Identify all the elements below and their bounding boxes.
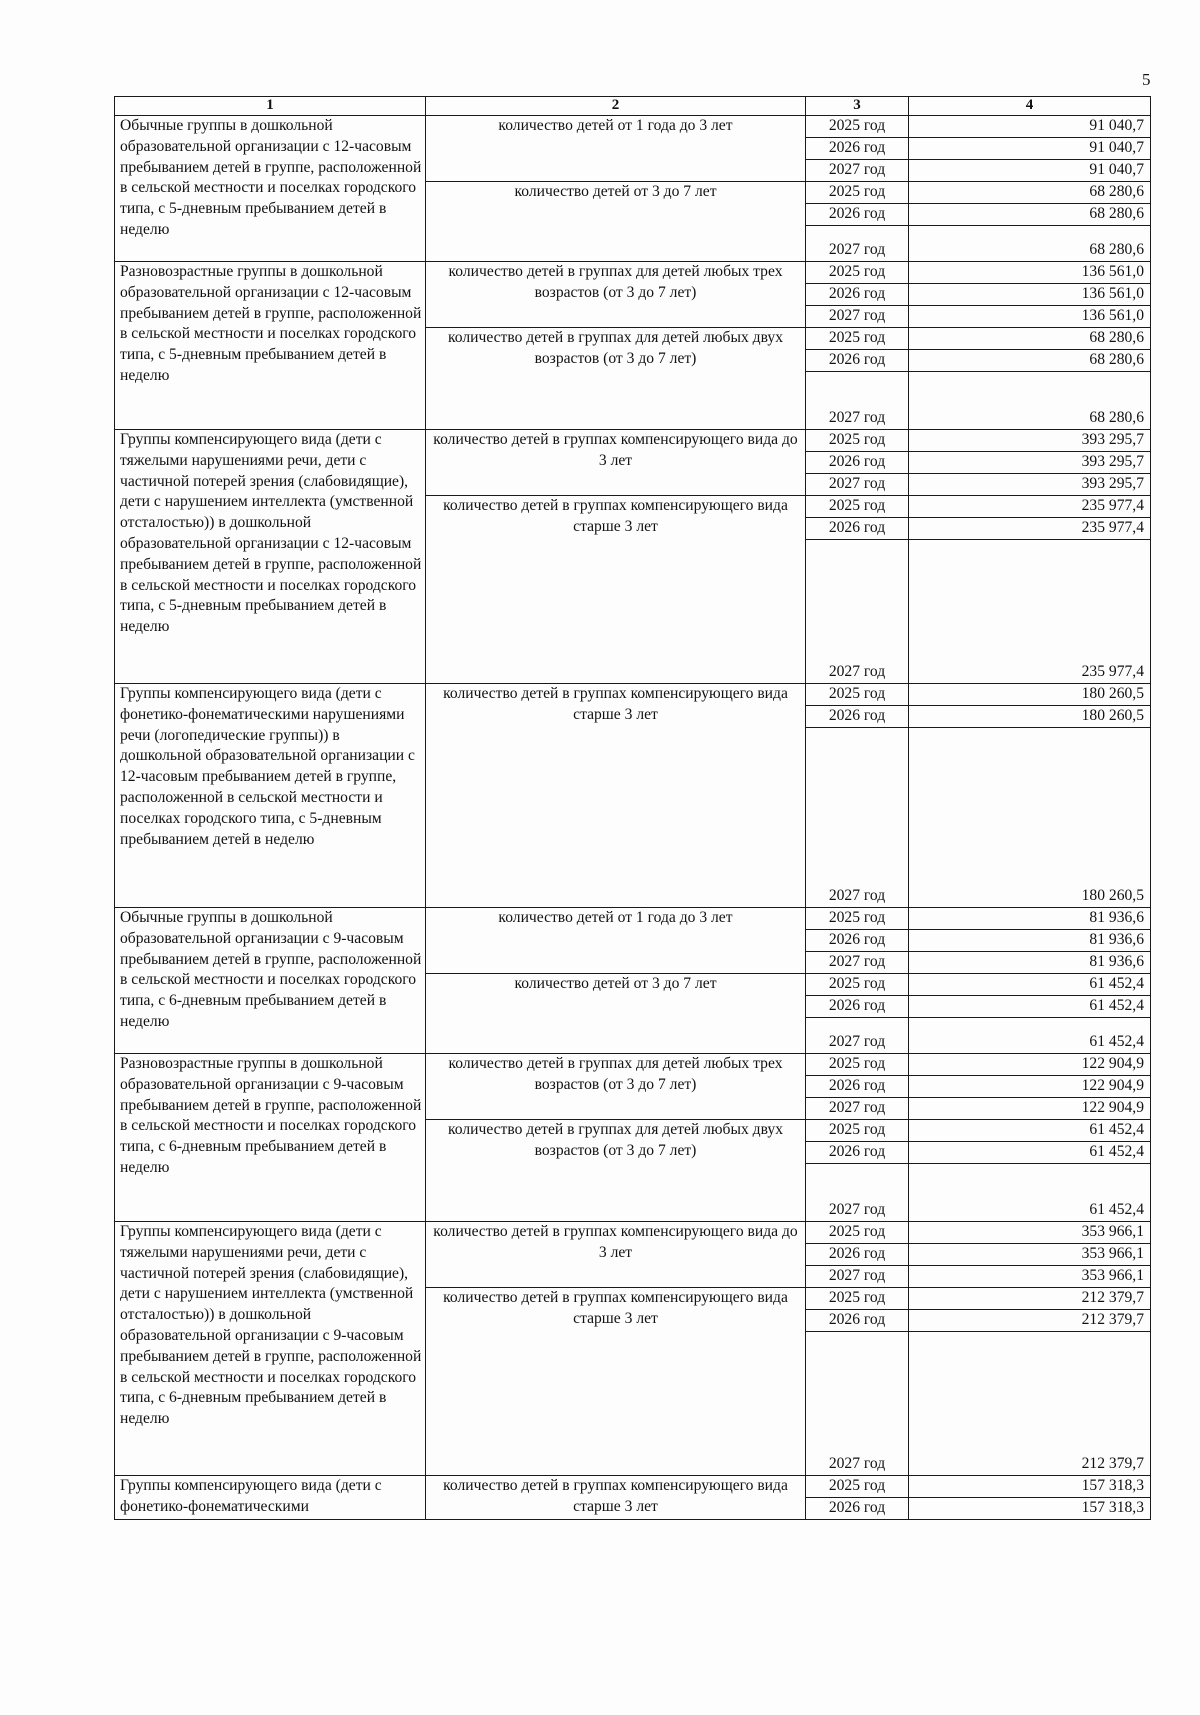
- indicator-cell: количество детей от 1 года до 3 лет: [426, 116, 806, 182]
- indicator-cell: количество детей в группах для детей любых трех возрастов (от 3 до 7 лет): [426, 262, 806, 328]
- value-cell: 212 379,7: [909, 1332, 1151, 1476]
- year-cell: 2026 год: [806, 518, 909, 540]
- year-cell: 2026 год: [806, 1244, 909, 1266]
- header-col-1: 1: [115, 97, 426, 116]
- tariff-table-container: [114, 96, 1150, 1520]
- year-cell: 2025 год: [806, 262, 909, 284]
- value-cell: 68 280,6: [909, 350, 1151, 372]
- value-cell: 136 561,0: [909, 262, 1151, 284]
- header-col-2: 2: [426, 97, 806, 116]
- table-row: [115, 1476, 1151, 1498]
- table-row: [115, 1222, 1151, 1244]
- value-cell: 353 966,1: [909, 1222, 1151, 1244]
- group-name-cell: Разновозрастные группы в дошкольной образовательной организации с 9-часовым пребыванием детей в группе, расположенной в сельской местности и поселках городского типа, с 6-дневным пребыванием детей в неделю: [115, 1054, 426, 1222]
- table-row: [115, 1054, 1151, 1076]
- year-cell: 2027 год: [806, 1266, 909, 1288]
- value-cell: 91 040,7: [909, 160, 1151, 182]
- year-cell: 2025 год: [806, 496, 909, 518]
- year-cell: 2026 год: [806, 930, 909, 952]
- value-cell: 235 977,4: [909, 518, 1151, 540]
- indicator-cell: количество детей в группах для детей любых двух возрастов (от 3 до 7 лет): [426, 328, 806, 430]
- value-cell: 180 260,5: [909, 706, 1151, 728]
- value-cell: 81 936,6: [909, 952, 1151, 974]
- value-cell: 91 040,7: [909, 116, 1151, 138]
- value-cell: 393 295,7: [909, 430, 1151, 452]
- value-cell: 68 280,6: [909, 226, 1151, 262]
- value-cell: 81 936,6: [909, 908, 1151, 930]
- year-cell: 2025 год: [806, 684, 909, 706]
- year-cell: 2025 год: [806, 430, 909, 452]
- indicator-cell: количество детей в группах компенсирующего вида до 3 лет: [426, 1222, 806, 1288]
- year-cell: 2026 год: [806, 204, 909, 226]
- value-cell: 136 561,0: [909, 306, 1151, 328]
- group-name-cell: Разновозрастные группы в дошкольной образовательной организации с 12-часовым пребыванием детей в группе, расположенной в сельской местности и поселках городского типа, с 5-дневным пребыванием детей в неделю: [115, 262, 426, 430]
- value-cell: 61 452,4: [909, 1018, 1151, 1054]
- year-cell: 2027 год: [806, 1164, 909, 1222]
- year-cell: 2026 год: [806, 1498, 909, 1520]
- year-cell: 2026 год: [806, 1142, 909, 1164]
- value-cell: 393 295,7: [909, 474, 1151, 496]
- value-cell: 122 904,9: [909, 1098, 1151, 1120]
- value-cell: 136 561,0: [909, 284, 1151, 306]
- table-row: [115, 908, 1151, 930]
- table-row: [115, 430, 1151, 452]
- year-cell: 2027 год: [806, 160, 909, 182]
- year-cell: 2027 год: [806, 728, 909, 908]
- value-cell: 157 318,3: [909, 1498, 1151, 1520]
- table-row: [115, 684, 1151, 706]
- group-name-cell: Обычные группы в дошкольной образовательной организации с 12-часовым пребыванием детей в группе, расположенной в сельской местности и поселках городского типа, с 5-дневным пребыванием детей в неделю: [115, 116, 426, 262]
- value-cell: 212 379,7: [909, 1310, 1151, 1332]
- value-cell: 68 280,6: [909, 328, 1151, 350]
- value-cell: 353 966,1: [909, 1266, 1151, 1288]
- indicator-cell: количество детей от 3 до 7 лет: [426, 974, 806, 1054]
- group-name-cell: Обычные группы в дошкольной образовательной организации с 9-часовым пребыванием детей в группе, расположенной в сельской местности и поселках городского типа, с 6-дневным пребыванием детей в неделю: [115, 908, 426, 1054]
- indicator-cell: количество детей в группах компенсирующего вида старше 3 лет: [426, 684, 806, 908]
- group-name-cell: Группы компенсирующего вида (дети с фонетико-фонематическими: [115, 1476, 426, 1520]
- year-cell: 2027 год: [806, 372, 909, 430]
- year-cell: 2025 год: [806, 1120, 909, 1142]
- header-col-4: 4: [909, 97, 1151, 116]
- group-name-cell: Группы компенсирующего вида (дети с фонетико-фонематическими нарушениями речи (логопедические группы)) в дошкольной образовательной организации с 12-часовым пребыванием детей в группе, расположенной в сельской местности и поселках городского типа, с 5-дневным пребыванием детей в неделю: [115, 684, 426, 908]
- value-cell: 68 280,6: [909, 204, 1151, 226]
- value-cell: 393 295,7: [909, 452, 1151, 474]
- value-cell: 91 040,7: [909, 138, 1151, 160]
- year-cell: 2025 год: [806, 908, 909, 930]
- year-cell: 2027 год: [806, 226, 909, 262]
- value-cell: 212 379,7: [909, 1288, 1151, 1310]
- year-cell: 2026 год: [806, 284, 909, 306]
- year-cell: 2025 год: [806, 1222, 909, 1244]
- year-cell: 2027 год: [806, 306, 909, 328]
- year-cell: 2026 год: [806, 138, 909, 160]
- value-cell: 61 452,4: [909, 1120, 1151, 1142]
- year-cell: 2027 год: [806, 1018, 909, 1054]
- year-cell: 2025 год: [806, 328, 909, 350]
- tariff-table: [114, 96, 1151, 1520]
- year-cell: 2025 год: [806, 1476, 909, 1498]
- value-cell: 61 452,4: [909, 1142, 1151, 1164]
- year-cell: 2026 год: [806, 706, 909, 728]
- value-cell: 180 260,5: [909, 684, 1151, 706]
- value-cell: 81 936,6: [909, 930, 1151, 952]
- year-cell: 2025 год: [806, 116, 909, 138]
- table-row: [115, 262, 1151, 284]
- value-cell: 68 280,6: [909, 372, 1151, 430]
- indicator-cell: количество детей от 3 до 7 лет: [426, 182, 806, 262]
- group-name-cell: Группы компенсирующего вида (дети с тяжелыми нарушениями речи, дети с частичной потерей зрения (слабовидящие), дети с нарушением интеллекта (умственной отсталостью)) в дошкольной образовательной организации с 9-часовым пребыванием детей в группе, расположенной в сельской местности и поселках городского типа, с 6-дневным пребыванием детей в неделю: [115, 1222, 426, 1476]
- value-cell: 61 452,4: [909, 996, 1151, 1018]
- indicator-cell: количество детей в группах компенсирующего вида старше 3 лет: [426, 1476, 806, 1520]
- indicator-cell: количество детей в группах компенсирующего вида старше 3 лет: [426, 1288, 806, 1476]
- year-cell: 2026 год: [806, 350, 909, 372]
- year-cell: 2026 год: [806, 1310, 909, 1332]
- value-cell: 157 318,3: [909, 1476, 1151, 1498]
- value-cell: 122 904,9: [909, 1054, 1151, 1076]
- indicator-cell: количество детей в группах компенсирующего вида старше 3 лет: [426, 496, 806, 684]
- table-header-row: [115, 97, 1151, 116]
- indicator-cell: количество детей от 1 года до 3 лет: [426, 908, 806, 974]
- year-cell: 2026 год: [806, 1076, 909, 1098]
- year-cell: 2026 год: [806, 996, 909, 1018]
- table-row: [115, 116, 1151, 138]
- year-cell: 2026 год: [806, 452, 909, 474]
- year-cell: 2027 год: [806, 952, 909, 974]
- value-cell: 122 904,9: [909, 1076, 1151, 1098]
- value-cell: 235 977,4: [909, 540, 1151, 684]
- year-cell: 2025 год: [806, 1288, 909, 1310]
- indicator-cell: количество детей в группах для детей любых трех возрастов (от 3 до 7 лет): [426, 1054, 806, 1120]
- value-cell: 61 452,4: [909, 974, 1151, 996]
- value-cell: 61 452,4: [909, 1164, 1151, 1222]
- header-col-3: 3: [806, 97, 909, 116]
- indicator-cell: количество детей в группах компенсирующего вида до 3 лет: [426, 430, 806, 496]
- year-cell: 2025 год: [806, 974, 909, 996]
- page-number: 5: [1142, 70, 1151, 89]
- table-body: [115, 116, 1151, 1520]
- year-cell: 2027 год: [806, 1332, 909, 1476]
- value-cell: 353 966,1: [909, 1244, 1151, 1266]
- year-cell: 2027 год: [806, 540, 909, 684]
- year-cell: 2027 год: [806, 474, 909, 496]
- value-cell: 235 977,4: [909, 496, 1151, 518]
- value-cell: 68 280,6: [909, 182, 1151, 204]
- year-cell: 2025 год: [806, 182, 909, 204]
- year-cell: 2027 год: [806, 1098, 909, 1120]
- group-name-cell: Группы компенсирующего вида (дети с тяжелыми нарушениями речи, дети с частичной потерей зрения (слабовидящие), дети с нарушением интеллекта (умственной отсталостью)) в дошкольной образовательной организации с 12-часовым пребыванием детей в группе, расположенной в сельской местности и поселках городского типа, с 5-дневным пребыванием детей в неделю: [115, 430, 426, 684]
- value-cell: 180 260,5: [909, 728, 1151, 908]
- year-cell: 2025 год: [806, 1054, 909, 1076]
- indicator-cell: количество детей в группах для детей любых двух возрастов (от 3 до 7 лет): [426, 1120, 806, 1222]
